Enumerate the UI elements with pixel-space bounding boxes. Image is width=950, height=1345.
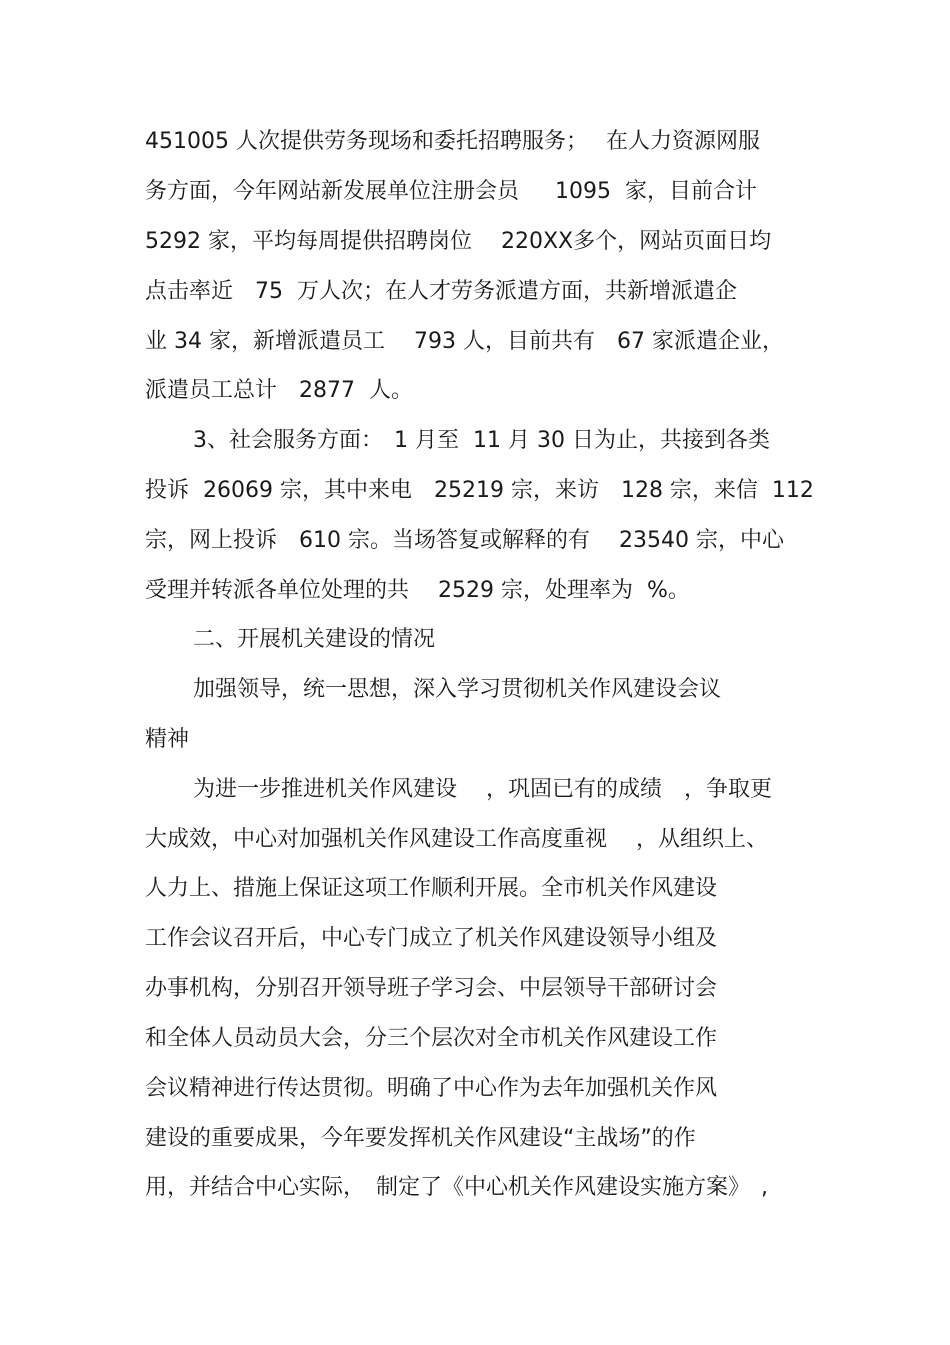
text-line: 人力上、措施上保证这项工作顺利开展。全市机关作风建设	[145, 876, 718, 901]
text-line: 451005 人次提供劳务现场和委托招聘服务； 在人力资源网服	[145, 129, 760, 154]
section-heading-organ-building: 二、开展机关建设的情况	[193, 627, 436, 652]
text-line: 用，并结合中心实际， 制定了《中心机关作风建设实施方案》 ,	[145, 1175, 768, 1200]
text-line: 大成效，中心对加强机关作风建设工作高度重视 ，从组织上、	[145, 827, 768, 852]
text-line: 点击率近 75 万人次；在人才劳务派遣方面，共新增派遣企	[145, 279, 737, 304]
paragraph-start: 为进一步推进机关作风建设 ，巩固已有的成绩 ，争取更	[193, 777, 772, 802]
text-line: 受理并转派各单位处理的共 2529 宗，处理率为 %。	[145, 578, 690, 603]
text-line: 和全体人员动员大会，分三个层次对全市机关作风建设工作	[145, 1026, 718, 1051]
text-line: 业 34 家，新增派遣员工 793 人，目前共有 67 家派遣企业，	[145, 329, 784, 354]
text-line: 投诉 26069 宗，其中来电 25219 宗，来访 128 宗，来信 112	[145, 478, 814, 503]
text-line: 宗，网上投诉 610 宗。当场答复或解释的有 23540 宗，中心	[145, 528, 784, 553]
subheading-leadership: 加强领导，统一思想，深入学习贯彻机关作风建设会议	[193, 677, 722, 702]
text-line: 工作会议召开后，中心专门成立了机关作风建设领导小组及	[145, 926, 718, 951]
text-line: 办事机构，分别召开领导班子学习会、中层领导干部研讨会	[145, 976, 718, 1001]
subheading-leadership-cont: 精神	[145, 727, 190, 752]
text-line: 5292 家，平均每周提供招聘岗位 220XX多个，网站页面日均	[145, 229, 772, 254]
text-line: 派遣员工总计 2877 人。	[145, 378, 413, 403]
text-line: 务方面，今年网站新发展单位注册会员 1095 家，目前合计	[145, 179, 757, 204]
text-line: 建设的重要成果，今年要发挥机关作风建设“主战场”的作	[145, 1126, 696, 1151]
text-line: 会议精神进行传达贯彻。明确了中心作为去年加强机关作风	[145, 1076, 718, 1101]
section-heading-social-service: 3、社会服务方面： 1 月至 11 月 30 日为止，共接到各类	[193, 428, 770, 453]
